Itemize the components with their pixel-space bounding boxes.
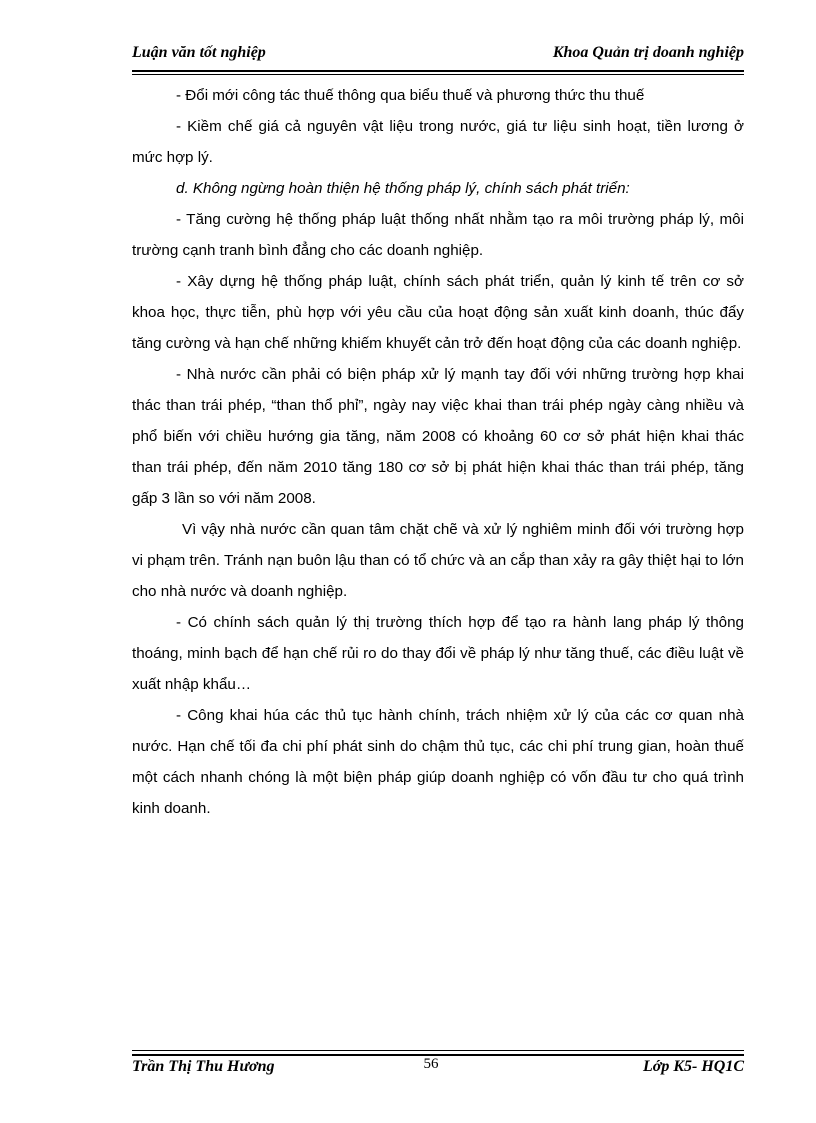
paragraph: - Công khai húa các thủ tục hành chính, trách nhiệm xử lý của các cơ quan nhà nước. Hạn chế tối đa chi phí phát sinh do chậm thủ tục, các chi phí trung gian, hoàn thuế một cách nhanh chóng là một biện pháp giúp doanh nghiệp có vốn đầu tư cho quá trình kinh doanh. [132,707,744,817]
paragraph: Vì vậy nhà nước cần quan tâm chặt chẽ và xử lý nghiêm minh đối với trường hợp vi phạm trên. Tránh nạn buôn lậu than có tổ chức và an cắp than xảy ra gây thiệt hại to lớn cho nhà nước và doanh nghiệp. [132,521,744,600]
header-rule-thick [132,70,744,72]
footer-rule-thin [132,1050,744,1051]
header-faculty: Khoa Quản trị doanh nghiệp [552,44,744,61]
footer-author: Trần Thị Thu Hương [132,1058,275,1075]
paragraph: - Xây dựng hệ thống pháp luật, chính sách phát triển, quản lý kinh tế trên cơ sở khoa học, thực tiễn, phù hợp với yêu cầu của hoạt động sản xuất kinh doanh, thúc đẩy tăng cường và hạn chế những khiếm khuyết cản trở đến hoạt động của các doanh nghiệp. [132,273,744,352]
header-thesis-title: Luận văn tốt nghiệp [132,44,266,61]
header-rule-thin [132,74,744,75]
paragraph: - Có chính sách quản lý thị trường thích hợp để tạo ra hành lang pháp lý thông thoáng, minh bạch để hạn chế rủi ro do thay đổi về pháp lý như tăng thuế, các điều luật về xuất nhập khẩu… [132,614,744,693]
document-body [132,80,744,824]
section-heading: d. Không ngừng hoàn thiện hệ thống pháp lý, chính sách phát triển: [176,180,630,197]
footer-class: Lớp K5- HQ1C [642,1058,744,1075]
page-footer [132,1058,744,1084]
paragraph: - Kiềm chế giá cả nguyên vật liệu trong nước, giá tư liệu sinh hoạt, tiền lương ở mức hợp lý. [132,118,744,166]
page-header [132,44,744,70]
paragraph: - Tăng cường hệ thống pháp luật thống nhất nhằm tạo ra môi trường pháp lý, môi trường cạnh tranh bình đẳng cho các doanh nghiệp. [132,211,744,259]
page-number: 56 [423,1056,439,1072]
paragraph: - Nhà nước cần phải có biện pháp xử lý mạnh tay đối với những trường hợp khai thác than trái phép, “than thổ phỉ”, ngày nay việc khai than trái phép ngày càng nhiều và phổ biến với chiều hướng gia tăng, năm 2008 có khoảng 60 cơ sở phát hiện khai thác than trái phép, đến năm 2010 tăng 180 cơ sở bị phát hiện khai thác than trái phép, tăng gấp 3 lần so với năm 2008. [132,366,744,507]
paragraph: - Đổi mới công tác thuế thông qua biểu thuế và phương thức thu thuế [176,87,645,104]
